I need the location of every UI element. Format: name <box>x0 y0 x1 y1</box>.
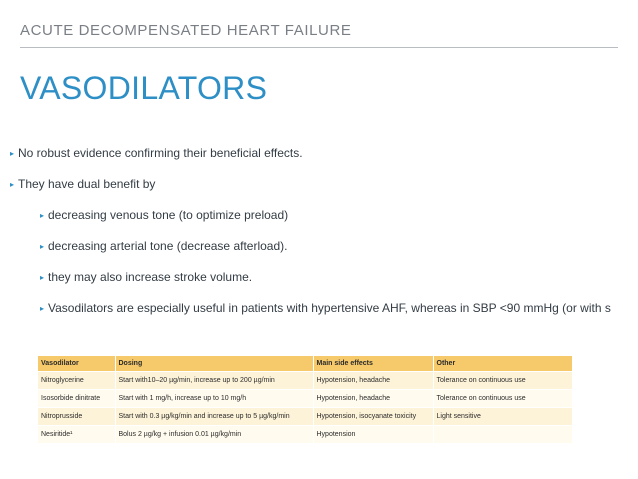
sub-bullet-item <box>40 301 611 315</box>
bullet-icon: ▸ <box>40 304 45 313</box>
column-header-dosing: Dosing <box>115 356 313 372</box>
bullet-text: No robust evidence confirming their beneficial effects. <box>18 146 303 160</box>
column-header-other: Other <box>433 356 572 372</box>
bullet-icon: ▸ <box>40 273 45 282</box>
column-header-vasodilator: Vasodilator <box>38 356 115 372</box>
table-cell: Hypotension, headache <box>313 390 433 408</box>
table-header-row <box>38 356 572 372</box>
bullet-icon: ▸ <box>40 211 45 220</box>
vasodilator-table <box>38 356 573 444</box>
sub-bullet-item <box>40 270 252 284</box>
table-cell: Isosorbide dinitrate <box>38 390 115 408</box>
bullet-text: Vasodilators are especially useful in patients with hypertensive AHF, whereas in SBP <90 mmHg (or with s <box>48 301 611 315</box>
table-cell: Light sensitive <box>433 408 572 426</box>
table-cell: Bolus 2 µg/kg + infusion 0.01 µg/kg/min <box>115 426 313 444</box>
column-header-side-effects: Main side effects <box>313 356 433 372</box>
table-row <box>38 408 572 426</box>
table-row <box>38 372 572 390</box>
table-cell: Nesiritide¹ <box>38 426 115 444</box>
section-header: ACUTE DECOMPENSATED HEART FAILURE <box>20 22 352 39</box>
table-cell: Nitroprusside <box>38 408 115 426</box>
table-row <box>38 426 572 444</box>
bullet-text: They have dual benefit by <box>18 177 156 191</box>
table-cell: Tolerance on continuous use <box>433 372 572 390</box>
table-cell: Hypotension, isocyanate toxicity <box>313 408 433 426</box>
table-cell: Nitroglycerine <box>38 372 115 390</box>
table-cell: Hypotension <box>313 426 433 444</box>
table-cell: Tolerance on continuous use <box>433 390 572 408</box>
bullet-icon: ▸ <box>10 180 15 189</box>
table-cell: Start with 0.3 µg/kg/min and increase up to 5 µg/kg/min <box>115 408 313 426</box>
table-cell <box>433 426 572 444</box>
table-cell: Start with10–20 µg/min, increase up to 200 µg/min <box>115 372 313 390</box>
slide-title: VASODILATORS <box>20 70 268 106</box>
bullet-icon: ▸ <box>40 242 45 251</box>
table-row <box>38 390 572 408</box>
bullet-item <box>10 177 155 191</box>
bullet-text: they may also increase stroke volume. <box>48 270 253 284</box>
bullet-text: decreasing venous tone (to optimize preload) <box>48 208 289 222</box>
bullet-item <box>10 146 303 160</box>
table-cell: Hypotension, headache <box>313 372 433 390</box>
sub-bullet-item <box>40 239 287 253</box>
table-cell: Start with 1 mg/h, increase up to 10 mg/h <box>115 390 313 408</box>
sub-bullet-item <box>40 208 288 222</box>
bullet-text: decreasing arterial tone (decrease afterload). <box>48 239 288 253</box>
bullet-icon: ▸ <box>10 149 15 158</box>
